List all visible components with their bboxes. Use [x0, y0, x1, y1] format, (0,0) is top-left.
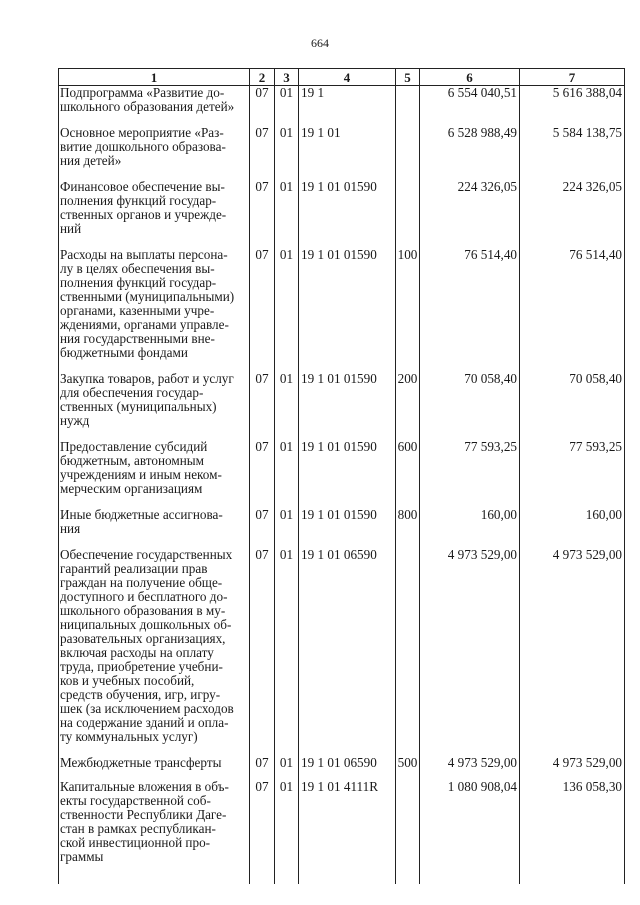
row-name-line: ния [60, 521, 81, 536]
row-name-line: учреждениям и иным неком- [60, 467, 222, 482]
row-amount-1: 4 973 529,00 [420, 756, 520, 770]
row-name-line: на содержание зданий и опла- [60, 715, 229, 730]
row-name-line: средств обучения, игр, игру- [60, 687, 221, 702]
row-name-line: нужд [60, 413, 90, 428]
row-target-article: 19 1 01 01590 [299, 440, 396, 496]
row-name-line: бюджетным, автономным [60, 453, 204, 468]
row-name-line: доступного и бесплатного до- [60, 589, 228, 604]
row-name-line: Иные бюджетные ассигнова- [60, 507, 223, 522]
row-name [59, 372, 250, 428]
row-amount-2: 4 973 529,00 [520, 756, 625, 770]
row-expense-type: 100 [396, 248, 420, 360]
row-amount-2: 224 326,05 [520, 180, 625, 236]
header-col-2: 2 [250, 69, 275, 86]
row-name-line: лу в целях обеспечения вы- [60, 261, 215, 276]
table-row [59, 86, 625, 115]
header-col-4: 4 [299, 69, 396, 86]
row-section-code: 07 [250, 126, 275, 168]
row-name-line: ждениями, органами управле- [60, 317, 229, 332]
tail-cell [59, 864, 250, 884]
table-row [59, 440, 625, 496]
row-name-line: органами, казенными учре- [60, 303, 215, 318]
row-name-line: для обеспечения государ- [60, 385, 204, 400]
row-amount-2: 160,00 [520, 508, 625, 536]
row-name-line: ния детей» [60, 153, 122, 168]
row-section-code: 07 [250, 508, 275, 536]
row-amount-2: 4 973 529,00 [520, 548, 625, 744]
row-expense-type: 200 [396, 372, 420, 428]
row-name-line: полнения функций государ- [60, 193, 217, 208]
row-amount-2: 5 616 388,04 [520, 86, 625, 115]
row-subsection-code: 01 [275, 86, 299, 115]
row-name-line: труда, приобретение учебни- [60, 659, 223, 674]
tail-cell [396, 864, 420, 884]
tail-cell [420, 864, 520, 884]
row-subsection-code: 01 [275, 248, 299, 360]
header-col-5: 5 [396, 69, 420, 86]
row-amount-2: 77 593,25 [520, 440, 625, 496]
row-name-line: Закупка товаров, работ и услуг [60, 371, 234, 386]
row-amount-1: 1 080 908,04 [420, 780, 520, 864]
table-tail [59, 864, 625, 884]
row-section-code: 07 [250, 548, 275, 744]
row-name-line: граждан на получение обще- [60, 575, 223, 590]
row-amount-1: 6 554 040,51 [420, 86, 520, 115]
table-row [59, 756, 625, 770]
header-col-6: 6 [420, 69, 520, 86]
row-name-line: ния государственными вне- [60, 331, 215, 346]
row-target-article: 19 1 01 06590 [299, 756, 396, 770]
row-name-line: ниципальных дошкольных об- [60, 617, 232, 632]
table-row [59, 126, 625, 168]
budget-table [58, 68, 625, 884]
row-name-line: Предоставление субсидий [60, 439, 208, 454]
row-expense-type [396, 780, 420, 864]
row-name [59, 180, 250, 236]
row-subsection-code: 01 [275, 180, 299, 236]
row-amount-2: 76 514,40 [520, 248, 625, 360]
row-amount-2: 70 058,40 [520, 372, 625, 428]
row-target-article: 19 1 [299, 86, 396, 115]
row-expense-type [396, 548, 420, 744]
row-target-article: 19 1 01 06590 [299, 548, 396, 744]
row-section-code: 07 [250, 780, 275, 864]
row-section-code: 07 [250, 756, 275, 770]
row-target-article: 19 1 01 01590 [299, 372, 396, 428]
row-name [59, 440, 250, 496]
row-amount-1: 224 326,05 [420, 180, 520, 236]
row-expense-type [396, 86, 420, 115]
row-name-line: мерческим организациям [60, 481, 203, 496]
row-amount-1: 70 058,40 [420, 372, 520, 428]
tail-cell [299, 864, 396, 884]
spacer-cell [396, 114, 420, 126]
row-name-line: стан в рамках республикан- [60, 821, 216, 836]
spacer-cell [396, 536, 420, 548]
row-section-code: 07 [250, 372, 275, 428]
row-section-code: 07 [250, 180, 275, 236]
row-name-line: ственными (муниципальными) [60, 289, 235, 304]
row-amount-2: 136 058,30 [520, 780, 625, 864]
row-name [59, 86, 250, 115]
row-name-line: разовательных организациях, [60, 631, 226, 646]
row-name-line: Капитальные вложения в объ- [60, 779, 229, 794]
row-name [59, 508, 250, 536]
spacer-cell [396, 770, 420, 780]
row-name [59, 780, 250, 864]
table-row [59, 548, 625, 744]
table-row [59, 372, 625, 428]
row-name-line: Обеспечение государственных [60, 547, 233, 562]
row-target-article: 19 1 01 [299, 126, 396, 168]
row-name-line: бюджетными фондами [60, 345, 188, 360]
row-target-article: 19 1 01 01590 [299, 508, 396, 536]
row-section-code: 07 [250, 248, 275, 360]
row-target-article: 19 1 01 01590 [299, 180, 396, 236]
row-subsection-code: 01 [275, 548, 299, 744]
row-name-line: ственности Республики Даге- [60, 807, 227, 822]
header-col-3: 3 [275, 69, 299, 86]
row-expense-type [396, 180, 420, 236]
row-subsection-code: 01 [275, 372, 299, 428]
row-name-line: ту коммунальных услуг) [60, 729, 198, 744]
row-name-line: Подпрограмма «Развитие до- [60, 85, 225, 100]
row-name [59, 248, 250, 360]
row-subsection-code: 01 [275, 440, 299, 496]
row-name-line: Расходы на выплаты персона- [60, 247, 228, 262]
tail-cell [275, 864, 299, 884]
row-name-line: ков и учебных пособий, [60, 673, 195, 688]
row-amount-1: 6 528 988,49 [420, 126, 520, 168]
row-name-line: Финансовое обеспечение вы- [60, 179, 225, 194]
spacer-cell [396, 168, 420, 180]
header-row [59, 69, 625, 86]
row-subsection-code: 01 [275, 508, 299, 536]
row-name-line: Межбюджетные трансферты [60, 755, 222, 770]
row-expense-type: 600 [396, 440, 420, 496]
row-subsection-code: 01 [275, 780, 299, 864]
header-col-7: 7 [520, 69, 625, 86]
row-amount-1: 4 973 529,00 [420, 548, 520, 744]
row-name-line: витие дошкольного образова- [60, 139, 226, 154]
row-name-line: ственных (муниципальных) [60, 399, 217, 414]
table-row [59, 180, 625, 236]
page-number: 664 [311, 36, 329, 50]
row-expense-type: 800 [396, 508, 420, 536]
row-name-line: ственных органов и учрежде- [60, 207, 227, 222]
row-name [59, 756, 250, 770]
row-name-line: школьного образования детей» [60, 99, 235, 114]
row-amount-1: 76 514,40 [420, 248, 520, 360]
row-name [59, 126, 250, 168]
tail-cell [520, 864, 625, 884]
row-name-line: школьного образования в му- [60, 603, 226, 618]
row-amount-2: 5 584 138,75 [520, 126, 625, 168]
row-name-line: граммы [60, 849, 104, 864]
tail-cell [250, 864, 275, 884]
row-expense-type: 500 [396, 756, 420, 770]
row-name-line: включая расходы на оплату [60, 645, 214, 660]
table-row [59, 780, 625, 864]
header-col-1: 1 [59, 69, 250, 86]
row-section-code: 07 [250, 86, 275, 115]
row-name-line: гарантий реализации прав [60, 561, 208, 576]
row-name-line: полнения функций государ- [60, 275, 217, 290]
row-expense-type [396, 126, 420, 168]
row-name-line: шек (за исключением расходов [60, 701, 234, 716]
row-subsection-code: 01 [275, 126, 299, 168]
row-name [59, 548, 250, 744]
row-subsection-code: 01 [275, 756, 299, 770]
row-target-article: 19 1 01 01590 [299, 248, 396, 360]
row-name-line: ний [60, 221, 82, 236]
row-amount-1: 77 593,25 [420, 440, 520, 496]
row-name-line: ской инвестиционной про- [60, 835, 211, 850]
row-target-article: 19 1 01 4111R [299, 780, 396, 864]
row-name-line: Основное мероприятие «Раз- [60, 125, 224, 140]
row-name-line: екты государственной соб- [60, 793, 211, 808]
row-amount-1: 160,00 [420, 508, 520, 536]
table-row [59, 508, 625, 536]
row-section-code: 07 [250, 440, 275, 496]
table-row [59, 248, 625, 360]
